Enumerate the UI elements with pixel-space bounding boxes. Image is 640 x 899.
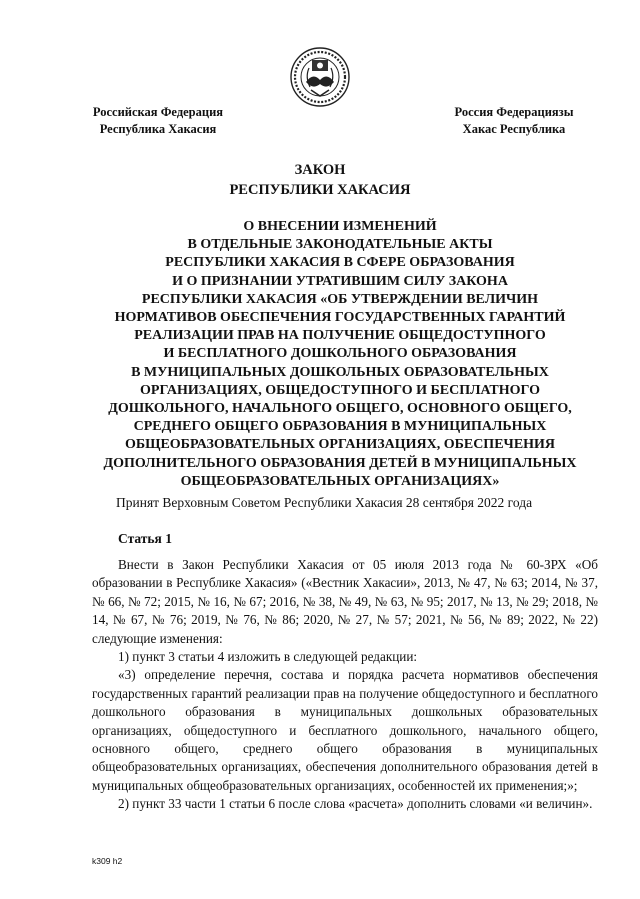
paragraph: «3) определение перечня, состава и порядка расчета нормативов обеспечения государственных гарантий реализации прав на получение общедоступного и бесплатного дошкольного образования в муниципальных дошкольных образовательных организациях, общедоступного и бесплатного дошкольного, начального общего, основного общего, среднего общего образования в муниципальных общеобразовательных организациях, обеспечения дополнительного образования детей в муниципальных общеобразовательных организациях, особенностей их применения;»; bbox=[92, 667, 598, 793]
article-body bbox=[92, 556, 598, 814]
subject-line: РЕСПУБЛИКИ ХАКАСИЯ В СФЕРЕ ОБРАЗОВАНИЯ bbox=[165, 255, 515, 271]
subject-line: И БЕСПЛАТНОГО ДОШКОЛЬНОГО ОБРАЗОВАНИЯ bbox=[163, 346, 517, 362]
header-right bbox=[432, 104, 596, 138]
subject-line: ДОПОЛНИТЕЛЬНОГО ОБРАЗОВАНИЯ ДЕТЕЙ В МУНИЦИПАЛЬНЫХ bbox=[103, 455, 577, 471]
header-left-line1: Российская Федерация bbox=[92, 105, 224, 119]
header-left bbox=[78, 104, 238, 138]
paragraph: Внести в Закон Республики Хакасия от 05 июля 2013 года № 60-ЗРХ «Об образовании в Республике Хакасия» («Вестник Хакасии», 2013, № 47, № 63; 2014, № 37, № 66, № 72; 2015, № 16, № 67; 2016, № 38, № 49, № 63, № 95; 2017, № 13, № 29; 2018, № 14, № 67, № 76; 2019, № 76, № 86; 2020, № 27, № 57; 2021, № 56, № 89; 2022, № 22) следующие изменения: bbox=[92, 557, 598, 646]
paragraph: 2) пункт 33 части 1 статьи 6 после слова «расчета» дополнить словами «и величин». bbox=[118, 796, 593, 812]
subject-line: РЕАЛИЗАЦИИ ПРАВ НА ПОЛУЧЕНИЕ ОБЩЕДОСТУПНОГО bbox=[134, 328, 546, 344]
header-right-line2: Хакас Республика bbox=[462, 122, 566, 136]
article-heading: Статья 1 bbox=[118, 531, 172, 546]
subject-line: И О ПРИЗНАНИИ УТРАТИВШИМ СИЛУ ЗАКОНА bbox=[172, 273, 508, 289]
footer-code: k309 h2 bbox=[92, 856, 123, 866]
subject-line: СРЕДНЕГО ОБЩЕГО ОБРАЗОВАНИЯ В МУНИЦИПАЛЬНЫХ bbox=[133, 419, 547, 435]
subject-line: ОРГАНИЗАЦИЯХ, ОБЩЕДОСТУПНОГО И БЕСПЛАТНОГО bbox=[140, 382, 540, 398]
header-right-line1: Россия Федерациязы bbox=[454, 105, 574, 119]
subject-line: О ВНЕСЕНИИ ИЗМЕНЕНИЙ bbox=[243, 219, 437, 234]
subject-line: В ОТДЕЛЬНЫЕ ЗАКОНОДАТЕЛЬНЫЕ АКТЫ bbox=[187, 237, 493, 253]
subject-line: НОРМАТИВОВ ОБЕСПЕЧЕНИЯ ГОСУДАРСТВЕННЫХ ГАРАНТИЙ bbox=[114, 310, 566, 326]
law-title-line2: РЕСПУБЛИКИ ХАКАСИЯ bbox=[229, 182, 411, 198]
coat-of-arms-emblem-icon bbox=[289, 46, 351, 108]
paragraph: 1) пункт 3 статьи 4 изложить в следующей редакции: bbox=[118, 649, 418, 665]
subject-line: ОБЩЕОБРАЗОВАТЕЛЬНЫХ ОРГАНИЗАЦИЯХ, ОБЕСПЕЧЕНИЯ bbox=[124, 437, 556, 453]
subject-line: ДОШКОЛЬНОГО, НАЧАЛЬНОГО ОБЩЕГО, ОСНОВНОГО ОБЩЕГО, bbox=[108, 401, 572, 417]
adoption-statement: Принят Верховным Советом Республики Хакасия 28 сентября 2022 года bbox=[116, 495, 533, 510]
law-title-line1: ЗАКОН bbox=[294, 162, 346, 178]
law-title bbox=[60, 160, 580, 200]
subject-line: В МУНИЦИПАЛЬНЫХ ДОШКОЛЬНЫХ ОБРАЗОВАТЕЛЬНЫХ bbox=[131, 364, 549, 380]
law-subject bbox=[80, 218, 600, 491]
subject-line: ОБЩЕОБРАЗОВАТЕЛЬНЫХ ОРГАНИЗАЦИЯХ» bbox=[180, 473, 500, 489]
header-left-line2: Республика Хакасия bbox=[99, 122, 217, 136]
subject-line: РЕСПУБЛИКИ ХАКАСИЯ «ОБ УТВЕРЖДЕНИИ ВЕЛИЧИН bbox=[141, 291, 539, 307]
